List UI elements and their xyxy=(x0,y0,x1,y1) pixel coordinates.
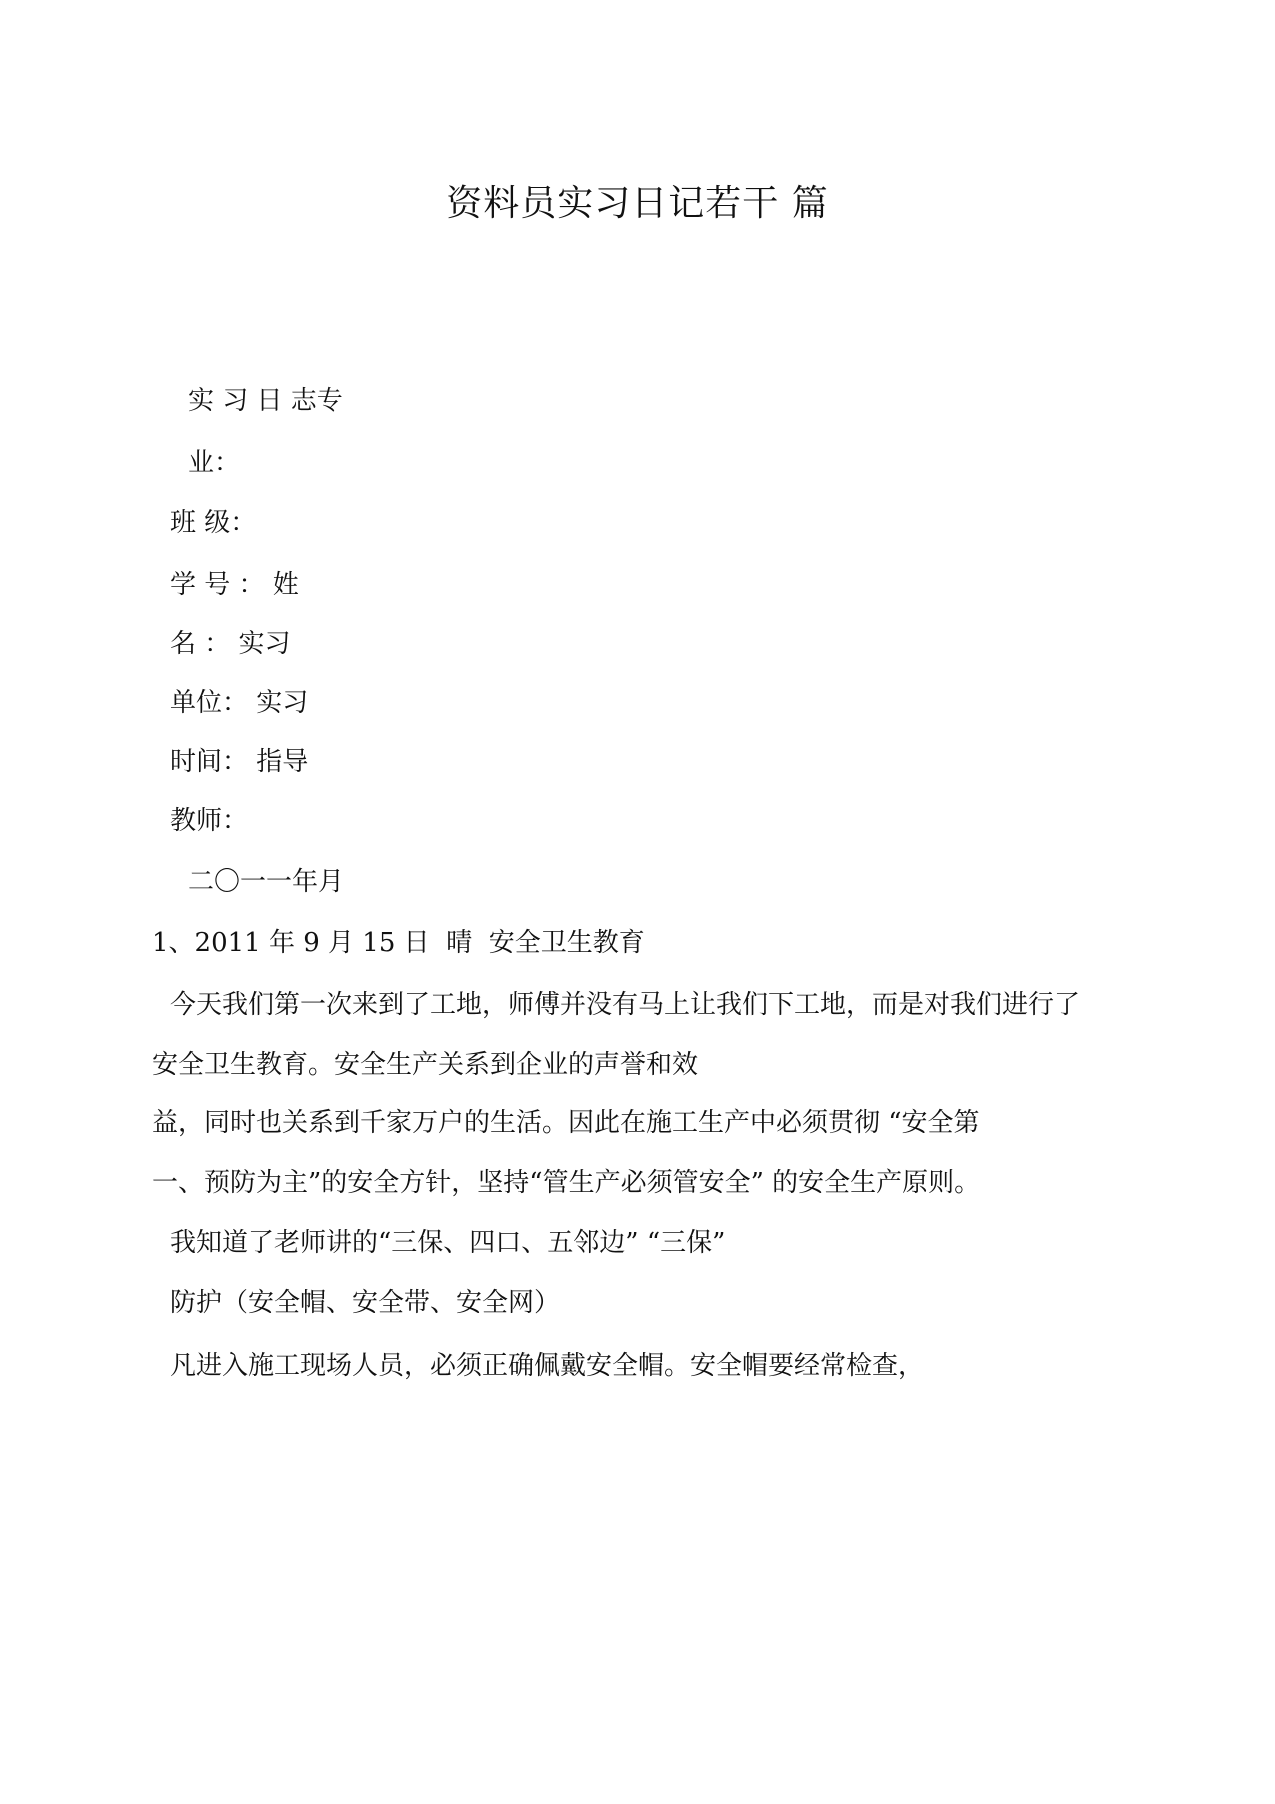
entry-heading: 1、2011 年 9 月 15 日 晴 安全卫生教育 xyxy=(152,928,645,958)
cover-line-class: 班 级： xyxy=(170,508,257,538)
cover-line-diary-major: 实 习 日 志专 xyxy=(188,386,343,416)
entry-paragraph-line: 防护（安全帽、安全带、安全网） xyxy=(170,1288,561,1318)
document-title: 资料员实习日记若干 篇 xyxy=(446,183,829,224)
cover-line-name: 名 ： 实习 xyxy=(170,629,291,659)
entry-paragraph-line: 我知道了老师讲的“三保、四口、五邻边” “三保” xyxy=(170,1228,726,1258)
entry-paragraph-line: 今天我们第一次来到了工地，师傅并没有马上让我们下工地，而是对我们进行了 xyxy=(170,990,1081,1020)
cover-line-major-label: 业： xyxy=(188,448,241,478)
cover-line-date: 二〇一一年月 xyxy=(188,867,345,897)
entry-paragraph-line: 安全卫生教育。安全生产关系到企业的声誉和效 xyxy=(152,1050,699,1080)
entry-paragraph-line: 一、预防为主”的安全方针，坚持“管生产必须管安全” 的安全生产原则。 xyxy=(152,1168,981,1198)
cover-line-teacher: 教师： xyxy=(170,806,249,836)
cover-line-time: 时间： 指导 xyxy=(170,747,309,777)
entry-paragraph-line: 益，同时也关系到千家万户的生活。因此在施工生产中必须贯彻 “安全第 xyxy=(152,1108,980,1138)
cover-line-student-id: 学 号 ： 姓 xyxy=(170,570,299,600)
cover-line-unit: 单位： 实习 xyxy=(170,688,309,718)
entry-paragraph-line: 凡进入施工现场人员，必须正确佩戴安全帽。安全帽要经常检查， xyxy=(170,1351,925,1381)
